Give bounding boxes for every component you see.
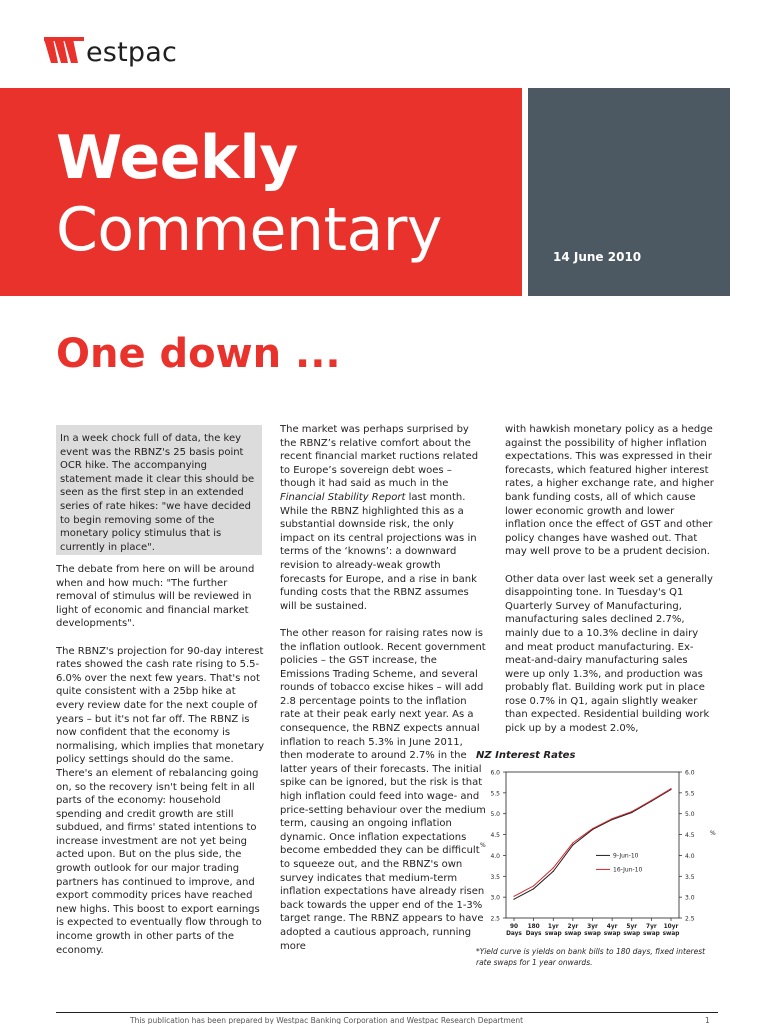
- series-2-point: [572, 842, 573, 843]
- y-tick-label-right: 4.5: [685, 832, 695, 840]
- x-tick-label: 1yr: [547, 924, 559, 930]
- col3-paragraph: with hawkish monetary policy as a hedge against the possibility of higher inflation expectations. This was expressed in their forecasts, which featured higher interest rates, a higher exchange rate, and higher bank funding costs, all of which cause lower economic growth and lower inflation once the effect of GST and other policy changes have washed out. That may well prove to be a prudent decision.: [505, 424, 714, 558]
- y-tick-label-left: 2.5: [490, 915, 500, 923]
- series-1-point: [533, 888, 534, 889]
- series-2-point: [631, 811, 632, 812]
- col2-paragraph: The market was perhaps surprised by the RBNZ’s relative comfort about the recent financial market ructions related to Europe’s sovereign debt woes – though it had said as much in the Financial Stability Report last month. While the RBNZ highlighted this as a substantial downside risk, the only impact on its central projections was in terms of the ‘knowns’: a downward revision to already-weak growth forecasts for Europe, and a rise in bank funding costs that the RBNZ assumes will be sustained.: [280, 424, 479, 612]
- issue-date: 14 June 2010: [553, 250, 642, 264]
- date-banner: [528, 88, 730, 296]
- series-2-point: [533, 885, 534, 886]
- page-number: 1: [705, 1016, 710, 1024]
- series-2-point: [592, 828, 593, 829]
- article-column-3: [505, 423, 715, 749]
- series-2-point: [612, 818, 613, 819]
- y-tick-label-left: 5.5: [490, 790, 500, 798]
- y-axis-label-left: %: [480, 842, 486, 849]
- x-tick-label: swap: [564, 931, 582, 937]
- y-tick-label-left: 4.5: [490, 832, 500, 840]
- y-tick-label-left: 5.0: [490, 811, 500, 819]
- series-line-2: [514, 789, 671, 897]
- article-column-2: [280, 423, 488, 967]
- westpac-logo: [44, 34, 177, 70]
- x-tick-label: 90: [509, 924, 519, 930]
- y-tick-label-left: 3.5: [490, 873, 500, 881]
- title-weekly: Weekly: [56, 123, 299, 193]
- x-tick-label: Days: [525, 931, 542, 937]
- y-tick-label-right: 5.0: [685, 811, 695, 819]
- article-column-1: [56, 563, 266, 971]
- x-tick-label: 2yr: [567, 924, 579, 930]
- col1-paragraph: The debate from here on will be around when and how much: "The further removal of stimulus will be reviewed in light of economic and financial market developments".: [56, 564, 255, 630]
- intro-summary-box: In a week chock full of data, the key event was the RBNZ's 25 basis point OCR hike. The accompanying statement made it clear this should be seen as the first step in an extended series of rate hikes: "we have decided to begin removing some of the monetary policy stimulus that is currently in place".: [56, 425, 262, 555]
- y-tick-label-right: 6.0: [685, 769, 695, 777]
- logo-wordmark: estpac: [86, 36, 177, 68]
- col3-paragraph: Other data over last week set a generally disappointing tone. In Tuesday's Q1 Quarterly Survey of Manufacturing, manufacturing sales declined 2.7%, mainly due to a 10.3% decline in dairy and meat product manufacturing. Ex-meat-and-dairy manufacturing sales were up only 1.3%, and production was probably flat. Building work put in place rose 0.7% in Q1, again slightly weaker than expected. Residential building work pick up by a modest 2.0%,: [505, 573, 713, 735]
- y-tick-label-right: 3.5: [685, 873, 695, 881]
- y-tick-label-left: 6.0: [490, 769, 500, 777]
- x-tick-label: Days: [506, 931, 522, 937]
- x-tick-label: 5yr: [626, 924, 638, 930]
- x-tick-label: swap: [544, 931, 562, 937]
- series-1-point: [572, 844, 573, 845]
- series-1-point: [553, 871, 554, 872]
- y-tick-label-right: 3.0: [685, 894, 695, 902]
- x-tick-label: 3yr: [587, 924, 598, 930]
- chart-footnote: *Yield curve is yields on bank bills to 180 days, fixed interest rate swaps for 1 year onwards.: [476, 947, 706, 967]
- x-tick-label: 7yr: [646, 924, 657, 930]
- x-tick-label: swap: [642, 931, 660, 937]
- series-1-point: [513, 899, 514, 900]
- col1-paragraph: The RBNZ's projection for 90-day interest rates showed the cash rate rising to 5.5-6.0% over the next few years. That's not quite consistent with a 25bp hike at every review date for the next couple of years – but it's not far off. The RBNZ is now confident that the economy is normalising, which implies that monetary policy settings should do the same. There's an element of rebalancing going on, so the recovery isn't being felt in all parts of the economy: household spending and credit growth are still subdued, and firms' stated intentions to increase investment are not yet being acted upon. But on the plus side, the growth outlook for our major trading partners has continued to improve, and export commodity prices have reached new highs. This boost to export earnings is expected to eventually flow through to income growth in other parts of the economy.: [56, 645, 265, 956]
- interest-rates-chart: [476, 762, 722, 944]
- plot-frame: [506, 772, 679, 918]
- westpac-w-logo-icon: [44, 37, 84, 67]
- x-tick-label: 4yr: [606, 924, 618, 930]
- x-tick-label: swap: [662, 931, 680, 937]
- col2-paragraph: The other reason for raising rates now is the inflation outlook. Recent government policies – the GST increase, the Emissions Trading Scheme, and several rounds of tobacco excise hikes – will add 2.8 percentage points to the inflation rate at their peak early next year. As a consequence, the RBNZ expects annual inflation to reach 5.3% in June 2011, then moderate to around 2.7% in the latter years of their forecasts. The initial spike can be ignored, but the risk is that high inflation could feed into wage- and price-setting behaviour over the medium term, causing an ongoing inflation dynamic. Once inflation expectations become embedded they can be difficult to squeeze out, and the RBNZ's own survey indicates that medium-term inflation expectations have already risen back towards the upper end of the 1-3% target range. The RBNZ appears to have adopted a cautious approach, running more: [280, 627, 486, 952]
- y-tick-label-right: 5.5: [685, 790, 695, 798]
- legend-label-2: 16-Jun-10: [613, 866, 643, 874]
- chart-title: NZ Interest Rates: [476, 750, 576, 761]
- series-2-point: [651, 800, 652, 801]
- legend-label-1: 9-Jun-10: [613, 852, 639, 860]
- article-headline: One down ...: [56, 331, 341, 377]
- footer-divider: [56, 1012, 718, 1013]
- x-tick-label: 10yr: [663, 924, 679, 930]
- y-tick-label-right: 2.5: [685, 915, 695, 923]
- x-tick-label: swap: [584, 931, 601, 937]
- y-tick-label-left: 3.0: [490, 894, 500, 902]
- x-tick-label: 180: [527, 924, 540, 930]
- series-2-point: [670, 788, 671, 789]
- y-tick-label-right: 4.0: [685, 852, 695, 860]
- x-tick-label: swap: [623, 931, 641, 937]
- y-tick-label-left: 4.0: [490, 852, 500, 860]
- series-2-point: [553, 867, 554, 868]
- y-axis-label-right: %: [710, 830, 716, 837]
- footer-disclaimer: This publication has been prepared by Westpac Banking Corporation and Westpac Research Department: [130, 1016, 524, 1024]
- x-tick-label: swap: [603, 931, 621, 937]
- series-2-point: [513, 896, 514, 897]
- title-commentary: Commentary: [56, 195, 442, 265]
